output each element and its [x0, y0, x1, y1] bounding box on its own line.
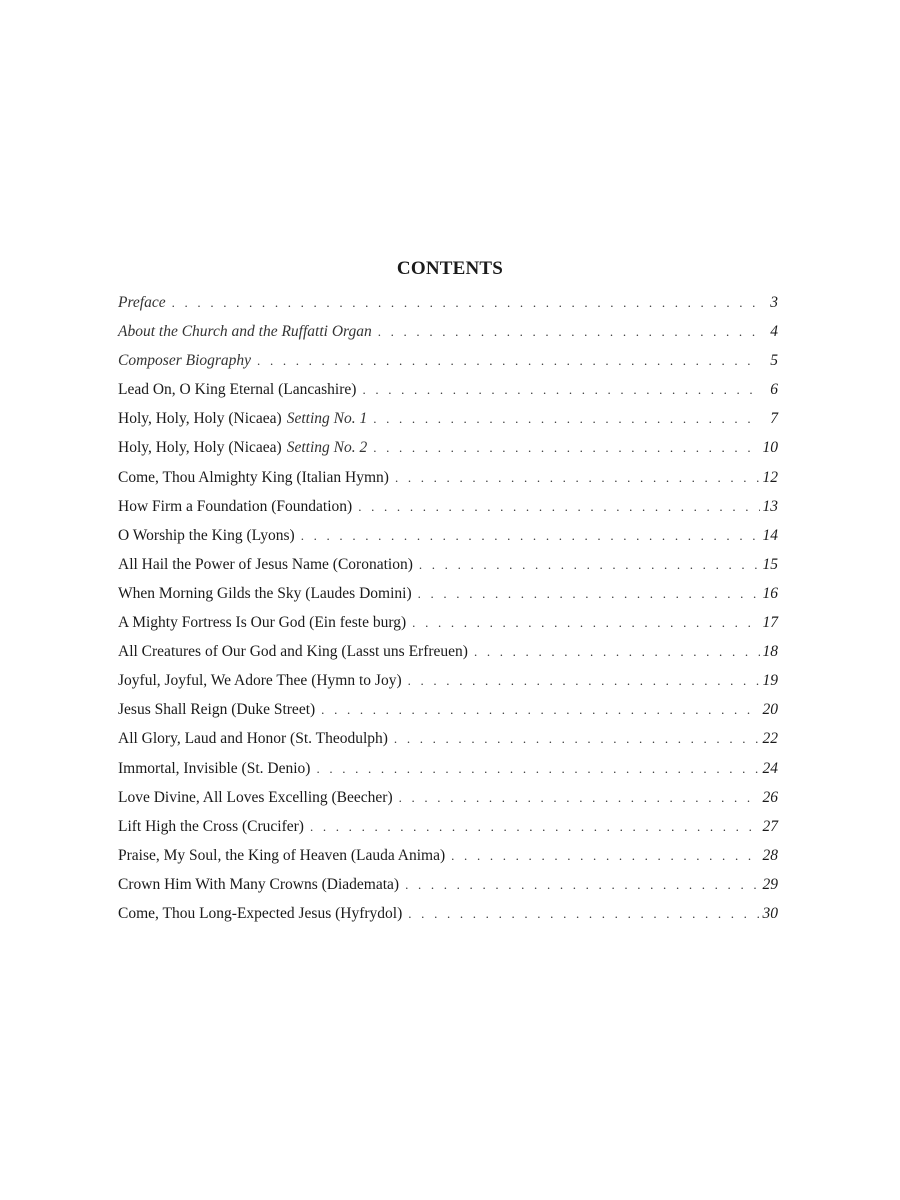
- dot-leader: [373, 433, 759, 462]
- toc-entry-page-number: 30: [762, 904, 778, 922]
- toc-entry-label: Praise, My Soul, the King of Heaven (Lauda Anima): [118, 846, 446, 864]
- toc-entry-label: How Firm a Foundation (Foundation): [118, 497, 353, 515]
- toc-entry[interactable]: [118, 841, 778, 870]
- toc-entry-page-number: 17: [762, 614, 778, 632]
- dot-leader: [408, 666, 760, 695]
- toc-entry-page-number: 16: [762, 584, 778, 602]
- toc-entry-page-number: 6: [770, 381, 778, 399]
- dot-leader: [451, 841, 759, 870]
- toc-entry[interactable]: [118, 492, 778, 521]
- toc-entry-page-number: 4: [770, 323, 778, 341]
- toc-entry[interactable]: [118, 521, 778, 550]
- dot-leader: [257, 346, 761, 375]
- toc-entry-page-number: 13: [762, 497, 778, 515]
- dot-leader: [394, 724, 760, 753]
- toc-entry-page-number: 3: [770, 294, 778, 311]
- dot-leader: [474, 637, 760, 666]
- toc-entry-page-number: 22: [762, 730, 778, 748]
- toc-entry[interactable]: [118, 608, 778, 637]
- toc-entry-label: Composer Biography: [118, 352, 252, 370]
- toc-entry-page-number: 5: [770, 352, 778, 370]
- toc-entry-label: Immortal, Invisible (St. Denio): [118, 759, 311, 777]
- dot-leader: [408, 899, 759, 928]
- toc-entry-label: All Glory, Laud and Honor (St. Theodulph): [118, 730, 388, 748]
- toc-entry-page-number: 18: [762, 643, 778, 661]
- toc-entry[interactable]: [118, 666, 778, 695]
- toc-entry-setting: Setting No. 1: [286, 410, 368, 428]
- dot-leader: [419, 550, 760, 579]
- toc-entry-page-number: 7: [770, 410, 778, 428]
- dot-leader: [418, 579, 760, 608]
- dot-leader: [358, 492, 759, 521]
- dot-leader: [405, 870, 759, 899]
- toc-entry-label: When Morning Gilds the Sky (Laudes Domini): [118, 584, 412, 602]
- toc-entry[interactable]: [118, 404, 778, 433]
- toc-entry-page-number: 15: [762, 555, 778, 573]
- dot-leader: [373, 404, 761, 433]
- toc-entry[interactable]: [118, 724, 778, 753]
- toc-entry[interactable]: [118, 695, 778, 724]
- toc-entry-page-number: 19: [762, 672, 778, 690]
- toc-entry-page-number: 28: [762, 846, 778, 864]
- toc-entry[interactable]: [118, 463, 778, 492]
- toc-entry-label: Come, Thou Almighty King (Italian Hymn): [118, 468, 389, 486]
- dot-leader: [412, 608, 759, 637]
- dot-leader: [321, 695, 759, 724]
- toc-entry[interactable]: [118, 754, 778, 783]
- toc-entry[interactable]: [118, 812, 778, 841]
- toc-entry[interactable]: [118, 899, 778, 928]
- toc-entry-page-number: 20: [762, 701, 778, 719]
- toc-entry[interactable]: [118, 550, 778, 579]
- toc-entry-label: A Mighty Fortress Is Our God (Ein feste burg): [118, 614, 407, 632]
- toc-entry[interactable]: [118, 637, 778, 666]
- dot-leader: [172, 288, 761, 317]
- toc-entry-label: Holy, Holy, Holy (Nicaea) Setting No. 2: [118, 439, 368, 457]
- dot-leader: [316, 754, 759, 783]
- toc-entry[interactable]: [118, 375, 778, 404]
- toc-entry-label: Lead On, O King Eternal (Lancashire): [118, 381, 357, 399]
- toc-entry-label: O Worship the King (Lyons): [118, 526, 295, 544]
- toc-entry-page-number: 12: [762, 468, 778, 486]
- toc-entry-page-number: 26: [762, 788, 778, 806]
- toc-entry-page-number: 29: [762, 875, 778, 893]
- toc-entry[interactable]: [118, 288, 778, 317]
- toc-entry-label: Preface: [118, 294, 166, 311]
- contents-title: CONTENTS: [396, 258, 504, 279]
- toc-entry-label: About the Church and the Ruffatti Organ: [118, 323, 372, 341]
- dot-leader: [399, 783, 760, 812]
- toc-entry-label: Come, Thou Long-Expected Jesus (Hyfrydol): [118, 904, 403, 922]
- toc-entry-page-number: 10: [762, 439, 778, 457]
- dot-leader: [362, 375, 761, 404]
- toc-entry[interactable]: [118, 783, 778, 812]
- toc-entry[interactable]: [118, 579, 778, 608]
- toc-entry-label: Holy, Holy, Holy (Nicaea) Setting No. 1: [118, 410, 368, 428]
- toc-entry[interactable]: [118, 870, 778, 899]
- toc-entry[interactable]: [118, 433, 778, 462]
- toc-entry-label: Joyful, Joyful, We Adore Thee (Hymn to Joy): [118, 672, 402, 690]
- toc-entry-label: Jesus Shall Reign (Duke Street): [118, 701, 316, 719]
- toc-entry-label: Lift High the Cross (Crucifer): [118, 817, 304, 835]
- toc-entry[interactable]: [118, 317, 778, 346]
- toc-entry-label: Love Divine, All Loves Excelling (Beecher): [118, 788, 393, 806]
- toc-entry-page-number: 27: [762, 817, 778, 835]
- toc-entry-page-number: 14: [762, 526, 778, 544]
- toc-entry-label: Crown Him With Many Crowns (Diademata): [118, 875, 400, 893]
- dot-leader: [301, 521, 760, 550]
- toc-entry-page-number: 24: [762, 759, 778, 777]
- toc-entry[interactable]: [118, 346, 778, 375]
- table-of-contents: [118, 288, 778, 928]
- dot-leader: [395, 463, 760, 492]
- toc-entry-label: All Hail the Power of Jesus Name (Coronation): [118, 555, 413, 573]
- toc-entry-label: All Creatures of Our God and King (Lasst uns Erfreuen): [118, 643, 468, 661]
- toc-entry-setting: Setting No. 2: [286, 439, 368, 457]
- dot-leader: [310, 812, 760, 841]
- dot-leader: [378, 317, 761, 346]
